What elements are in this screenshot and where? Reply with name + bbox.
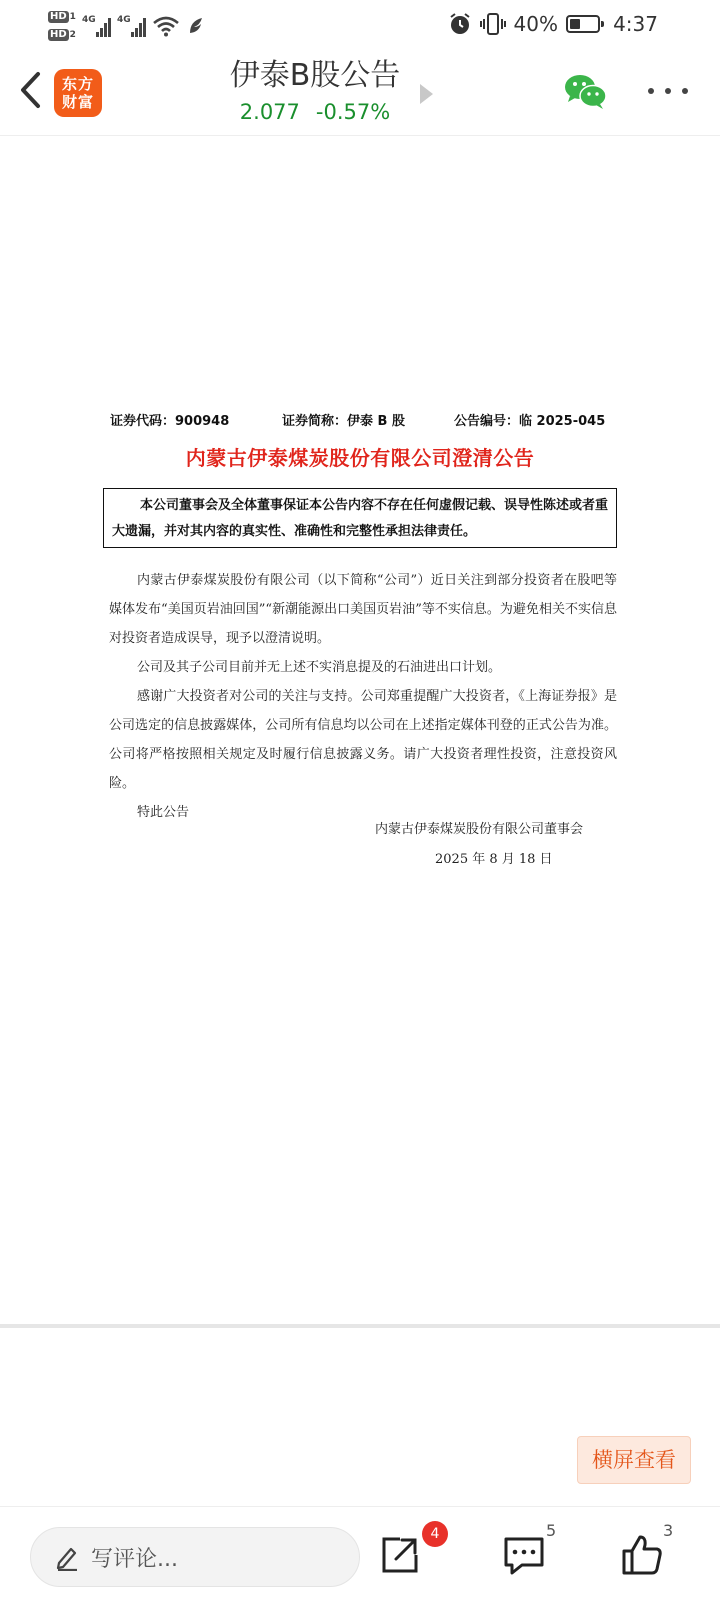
- notice-number: 公告编号：临 2025-045: [454, 414, 606, 429]
- like-count: 3: [663, 1521, 674, 1540]
- clock: 4:37: [613, 12, 658, 36]
- paragraph: 特此公告: [137, 805, 190, 820]
- expand-arrow-icon[interactable]: [420, 84, 433, 104]
- stock-short-name: 证券简称：伊泰 B 股: [282, 414, 405, 429]
- logo-line-1: 东方: [61, 75, 94, 93]
- comment-placeholder: 写评论...: [91, 1546, 178, 1572]
- share-badge: 4: [422, 1521, 448, 1547]
- comments-icon[interactable]: [502, 1533, 546, 1577]
- comment-count: 5: [546, 1521, 557, 1540]
- bottom-bar: [0, 1506, 720, 1600]
- paragraph: 内蒙古伊泰煤炭股份有限公司（以下简称“公司”）近日关注到部分投资者在股吧等媒体发布“美国页岩油回国”“新潮能源出口美国页岩油”等不实信息。为避免相关不实信息对投资者造成误导，现予以澄清说明。: [109, 573, 617, 646]
- battery-icon: [566, 15, 600, 33]
- board-statement: 本公司董事会及全体董事保证本公告内容不存在任何虚假记载、误导性陈述或者重大遗漏，并对其内容的真实性、准确性和完整性承担法律责任。: [103, 488, 617, 548]
- vibrate-icon: [480, 12, 506, 36]
- stock-quote[interactable]: [170, 98, 460, 126]
- like-icon[interactable]: [620, 1533, 664, 1577]
- signal-icon: 4G: [82, 15, 111, 37]
- more-icon[interactable]: [648, 76, 688, 106]
- app-logo[interactable]: [54, 69, 102, 117]
- wechat-share-icon[interactable]: [563, 72, 609, 112]
- battery-percent: 40%: [513, 12, 558, 36]
- logo-line-2: 财富: [61, 93, 94, 111]
- page-title: 伊泰B股公告: [229, 58, 401, 93]
- stock-price: 2.077: [239, 100, 300, 124]
- signal-icon: 4G: [117, 15, 146, 37]
- wifi-icon: [152, 15, 180, 37]
- stock-code: 证券代码：900948: [110, 414, 230, 429]
- signature: 内蒙古伊泰煤炭股份有限公司董事会: [375, 822, 584, 837]
- comment-input[interactable]: [30, 1527, 360, 1587]
- landscape-view-button[interactable]: 横屏查看: [577, 1436, 691, 1484]
- document-date: 2025 年 8 月 18 日: [435, 852, 553, 867]
- pencil-icon: [55, 1543, 79, 1571]
- hd2-indicator: HD 2: [50, 29, 76, 40]
- paragraph: 公司及其子公司目前并无上述不实消息提及的石油进出口计划。: [137, 660, 502, 675]
- data-saver-icon: [186, 15, 206, 37]
- stock-change: -0.57%: [315, 100, 391, 124]
- document-body: [109, 566, 617, 827]
- divider: [0, 1324, 720, 1328]
- alarm-icon: [448, 12, 472, 36]
- hd1-indicator: HD 1: [50, 11, 76, 22]
- share-icon[interactable]: [378, 1533, 422, 1577]
- app-header: [0, 48, 720, 136]
- paragraph: 感谢广大投资者对公司的关注与支持。公司郑重提醒广大投资者，《上海证券报》是公司选定的信息披露媒体，公司所有信息均以公司在上述指定媒体刊登的正式公告为准。公司将严格按照相关规定及时履行信息披露义务。请广大投资者理性投资，注意投资风险。: [109, 689, 617, 791]
- status-bar: [0, 0, 720, 48]
- back-icon[interactable]: [14, 70, 48, 110]
- document-title: 内蒙古伊泰煤炭股份有限公司澄清公告: [185, 446, 535, 470]
